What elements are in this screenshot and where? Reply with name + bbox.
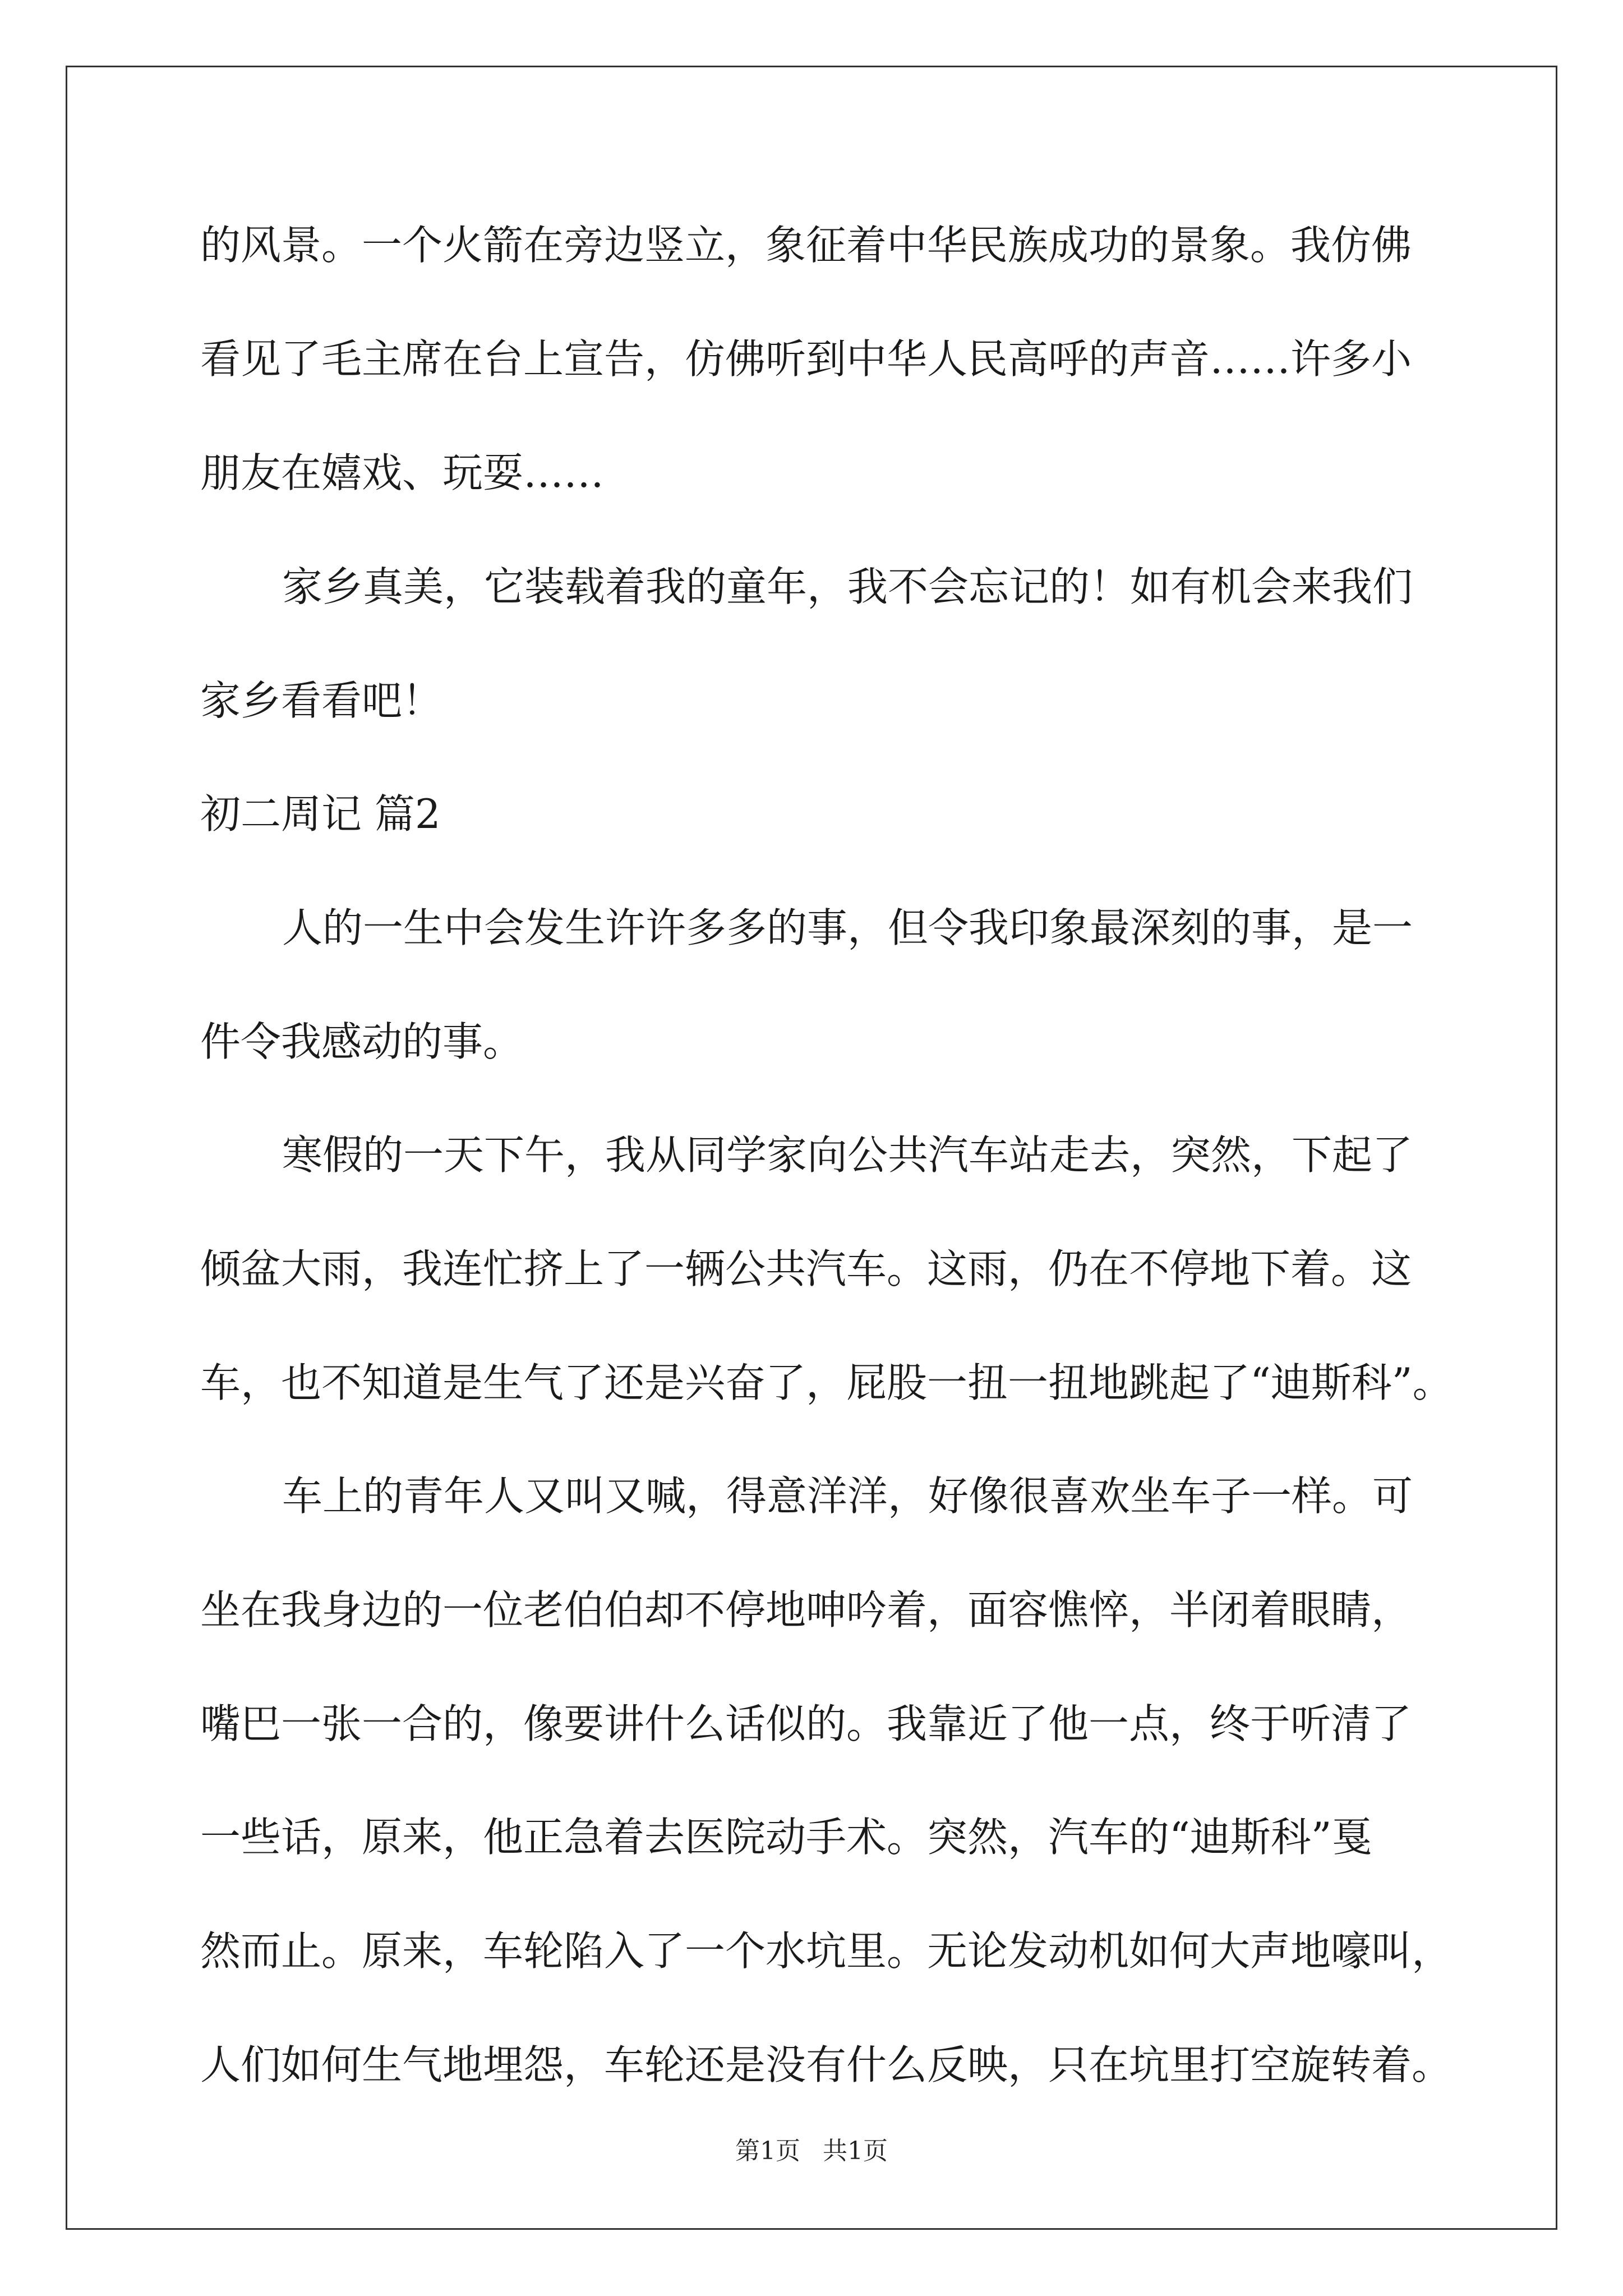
page-total: 共1页	[823, 2137, 888, 2165]
page-number: 第1页	[735, 2137, 800, 2165]
text-line: 人们如何生气地埋怨，车轮还是没有什么反映，只在坑里打空旋转着。	[200, 2041, 1453, 2088]
text-line: 车，也不知道是生气了还是兴奋了，屁股一扭一扭地跳起了“迪斯科”。	[200, 1359, 1453, 1406]
page-footer	[0, 2132, 1623, 2171]
text-line: 一些话，原来，他正急着去医院动手术。突然，汽车的“迪斯科”戛	[200, 1814, 1372, 1861]
text-line: 嘴巴一张一合的，像要讲什么话似的。我靠近了他一点，终于听清了	[200, 1700, 1412, 1747]
paragraph-start: 车上的青年人又叫又喊，得意洋洋，好像很喜欢坐车子一样。可	[282, 1473, 1413, 1520]
text-line: 看见了毛主席在台上宣告，仿佛听到中华人民高呼的声音……许多小	[200, 335, 1412, 383]
text-line: 朋友在嬉戏、玩耍……	[200, 449, 605, 496]
paragraph-start: 家乡真美，它装载着我的童年，我不会忘记的！如有机会来我们	[282, 563, 1413, 610]
section-heading: 初二周记 篇2	[200, 790, 441, 838]
paragraph-start: 寒假的一天下午，我从同学家向公共汽车站走去，突然，下起了	[282, 1131, 1413, 1179]
text-line: 的风景。一个火箭在旁边竖立，象征着中华民族成功的景象。我仿佛	[200, 222, 1412, 269]
text-line: 倾盆大雨，我连忙挤上了一辆公共汽车。这雨，仍在不停地下着。这	[200, 1245, 1412, 1292]
text-line: 坐在我身边的一位老伯伯却不停地呻吟着，面容憔悴，半闭着眼睛，	[200, 1586, 1412, 1634]
text-line: 家乡看看吧！	[200, 677, 443, 724]
text-line: 件令我感动的事。	[200, 1018, 524, 1065]
text-line: 然而止。原来，车轮陷入了一个水坑里。无论发动机如何大声地嚎叫，	[200, 1927, 1453, 1975]
paragraph-start: 人的一生中会发生许许多多的事，但令我印象最深刻的事，是一	[282, 904, 1413, 951]
